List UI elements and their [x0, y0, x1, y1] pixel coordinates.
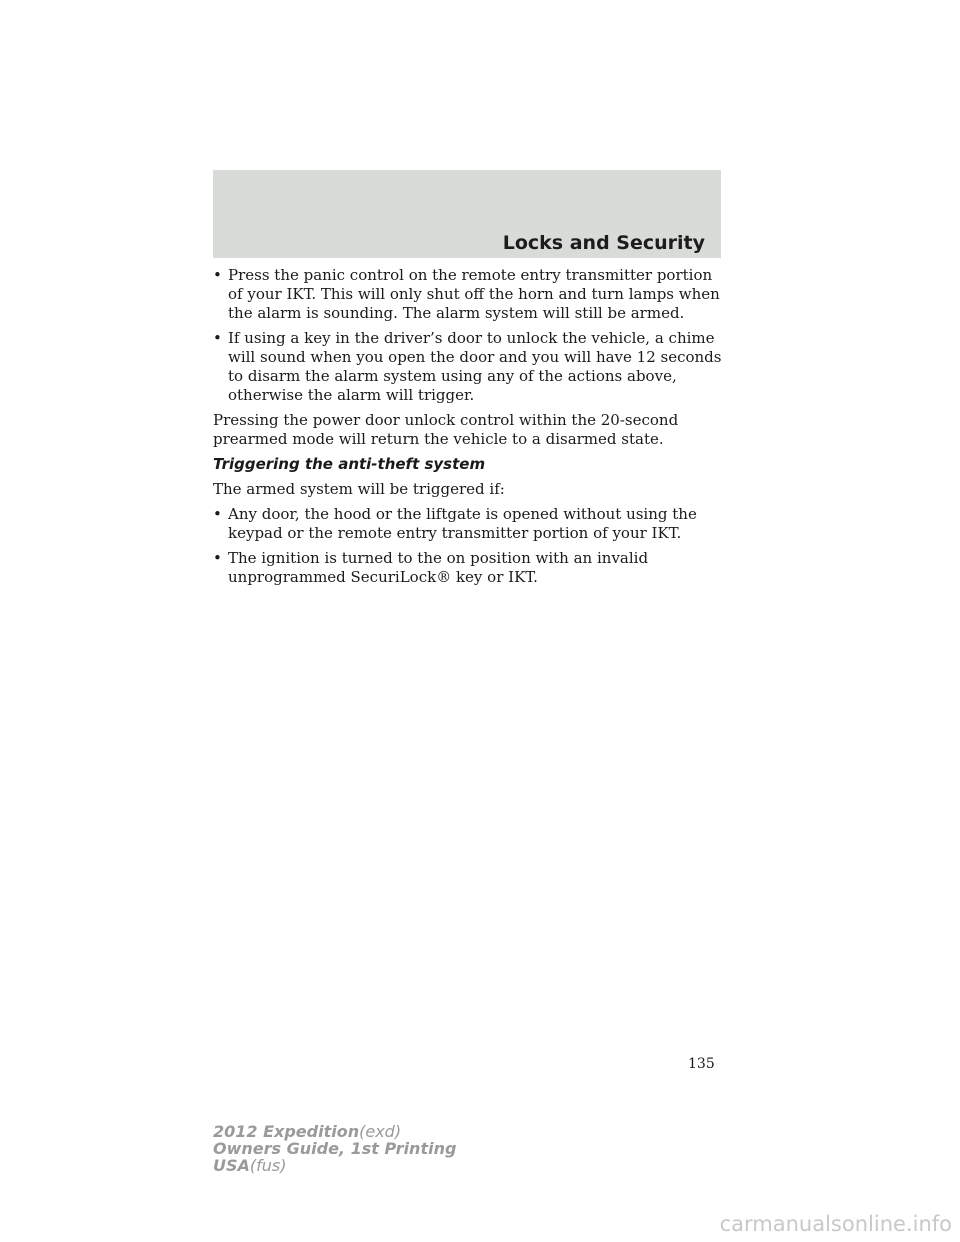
- list-item: [213, 266, 725, 323]
- list-item-text: Press the panic control on the remote entry transmitter portion of your IKT. This will only shut off the horn and turn lamps when the alarm is sounding. The alarm system will still be armed.: [228, 266, 720, 322]
- footer-line-2: [213, 1140, 456, 1157]
- footer-edition-info: [213, 1123, 456, 1174]
- section-header-band: [213, 170, 721, 258]
- footer-model-code: (exd): [359, 1122, 402, 1141]
- watermark: carmanualsonline.info: [719, 1212, 952, 1236]
- bullet-icon: •: [213, 505, 222, 523]
- body-paragraph: Pressing the power door unlock control within the 20-second prearmed mode will return the vehicle to a disarmed state.: [213, 411, 679, 448]
- page-content: [213, 266, 725, 593]
- footer-line-1: [213, 1123, 456, 1140]
- list-item-text: If using a key in the driver’s door to unlock the vehicle, a chime will sound when you open the door and you will have 12 seconds to disarm the alarm system using any of the actions above, otherwise the alarm will trigger.: [228, 329, 722, 404]
- intro-paragraph: The armed system will be triggered if:: [213, 480, 505, 498]
- page-number: 135: [688, 1056, 715, 1072]
- footer-model: 2012 Expedition: [213, 1122, 360, 1141]
- footer-printing: Owners Guide, 1st Printing: [213, 1139, 457, 1158]
- subheading: Triggering the anti-theft system: [213, 455, 486, 473]
- list-item-text: Any door, the hood or the liftgate is opened without using the keypad or the remote entry transmitter portion of your IKT.: [228, 505, 697, 542]
- list-item: [213, 505, 725, 543]
- bullet-icon: •: [213, 329, 222, 347]
- footer-line-3: [213, 1157, 456, 1174]
- list-item: [213, 329, 725, 405]
- list-item-text: The ignition is turned to the on position with an invalid unprogrammed SecuriLock® key or IKT.: [228, 549, 649, 586]
- footer-market: USA: [213, 1156, 250, 1175]
- footer-market-code: (fus): [249, 1156, 287, 1175]
- list-item: [213, 549, 725, 587]
- bullet-icon: •: [213, 549, 222, 567]
- bullet-icon: •: [213, 266, 222, 284]
- section-title: Locks and Security: [502, 232, 705, 254]
